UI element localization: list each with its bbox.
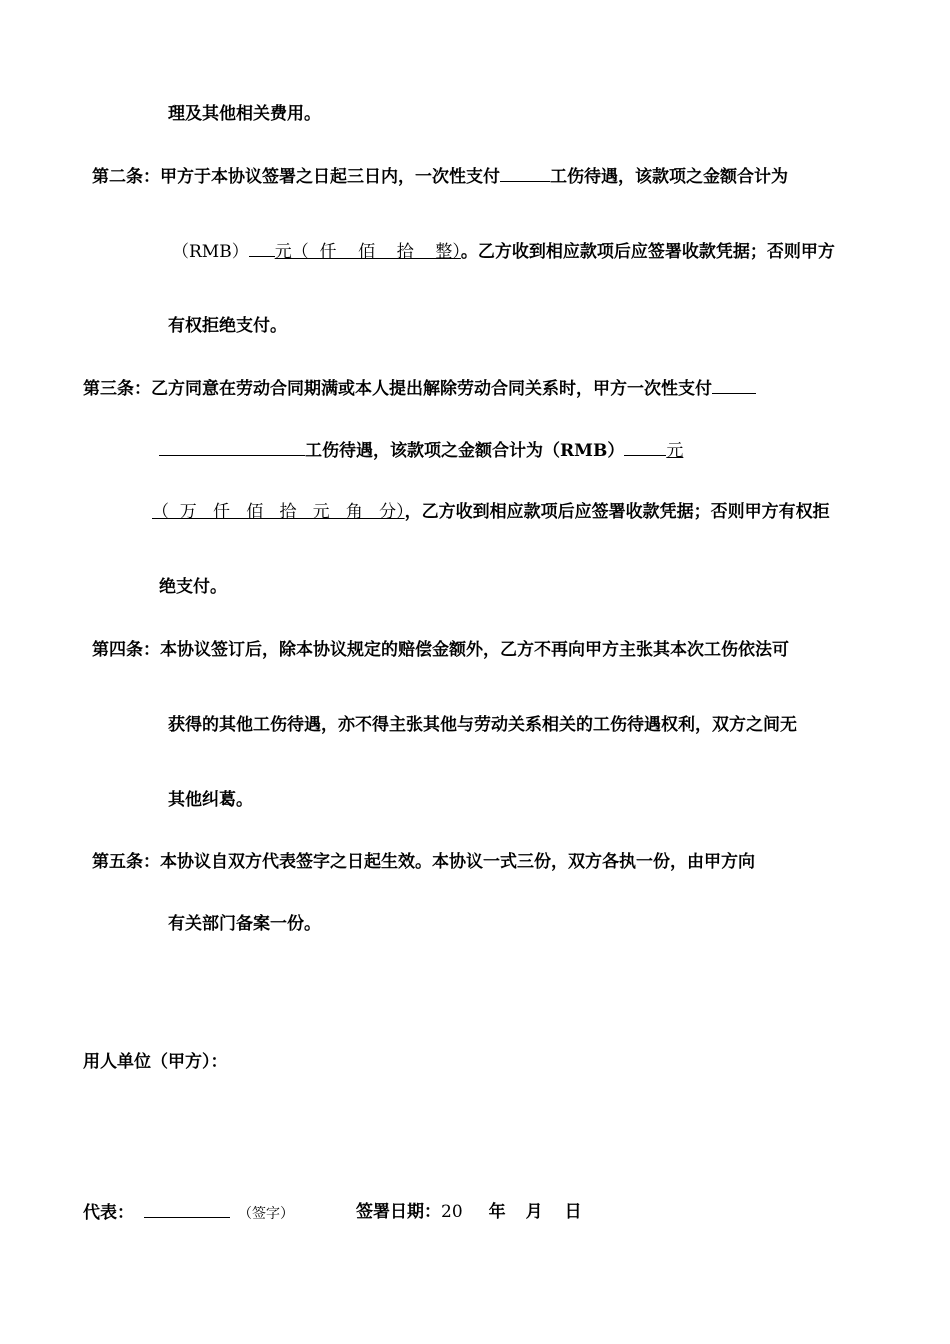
article-label: 第四条：	[92, 640, 160, 660]
text-line	[168, 103, 321, 125]
article-label: 第三条：	[83, 379, 151, 399]
text: 。乙方收到相应款项后应签署收款凭据；否则甲方	[460, 242, 835, 262]
article-label: 第五条：	[92, 852, 160, 872]
article-label: 第二条：	[92, 167, 160, 187]
article-2-line-2	[172, 240, 835, 263]
article-2-line-1	[92, 165, 788, 188]
signature-field[interactable]	[144, 1201, 230, 1218]
currency-label: （RMB）	[172, 242, 249, 262]
month-label: 月	[525, 1202, 543, 1222]
sign-note: （签字）	[238, 1206, 294, 1222]
text: 理及其他相关费用。	[168, 104, 321, 124]
text: 有权拒绝支付。	[168, 316, 287, 336]
article-4-line-3	[168, 789, 253, 811]
text: 甲方于本协议签署之日起三日内，一次性支付	[160, 167, 500, 187]
amount-unit: 元	[666, 441, 684, 461]
article-3-line-4	[159, 576, 227, 598]
article-5-line-1	[92, 851, 755, 873]
year-label: 年	[488, 1202, 506, 1222]
article-4-line-2	[168, 714, 797, 736]
amount-blank[interactable]	[249, 240, 275, 257]
text: 本协议签订后，除本协议规定的赔偿金额外，乙方不再向甲方主张其本次工伤依法可	[160, 640, 789, 660]
article-3-line-3	[152, 501, 830, 523]
article-3-line-2	[159, 439, 683, 462]
text: ，乙方收到相应款项后应签署收款凭据；否则甲方有权拒	[404, 502, 830, 522]
article-4-line-1	[92, 639, 789, 661]
text: 获得的其他工伤待遇，亦不得主张其他与劳动关系相关的工伤待遇权利，双方之间无	[168, 715, 797, 735]
amount-blank[interactable]	[624, 439, 666, 456]
date-label: 签署日期：	[356, 1202, 441, 1222]
text: 有关部门备案一份。	[168, 914, 321, 934]
article-2-line-3	[168, 315, 287, 337]
text: 工伤待遇，该款项之金额合计为	[550, 167, 788, 187]
blank-field[interactable]	[159, 439, 305, 456]
amount-units: （ 万 仟 佰 拾 元 角 分）	[152, 502, 405, 522]
text: 其他纠葛。	[168, 790, 253, 810]
representative-label: 代表：	[83, 1203, 134, 1223]
signature-line	[83, 1201, 294, 1225]
amount-units: 元（ 仟 佰 拾 整）	[274, 242, 461, 262]
text: 本协议自双方代表签字之日起生效。本协议一式三份，双方各执一份，由甲方向	[160, 852, 755, 872]
blank-field[interactable]	[500, 165, 550, 182]
text: 用人单位（甲方）：	[83, 1052, 228, 1072]
article-3-line-1	[83, 377, 756, 400]
day-label: 日	[564, 1202, 582, 1222]
blank-field[interactable]	[712, 377, 756, 394]
year-prefix: 20	[441, 1202, 463, 1222]
text: 乙方同意在劳动合同期满或本人提出解除劳动合同关系时，甲方一次性支付	[151, 379, 712, 399]
article-5-line-2	[168, 913, 321, 935]
text: 绝支付。	[159, 577, 227, 597]
text: 工伤待遇，该款项之金额合计为（RMB）	[305, 441, 625, 461]
date-line	[356, 1201, 582, 1223]
employer-label	[83, 1051, 228, 1073]
